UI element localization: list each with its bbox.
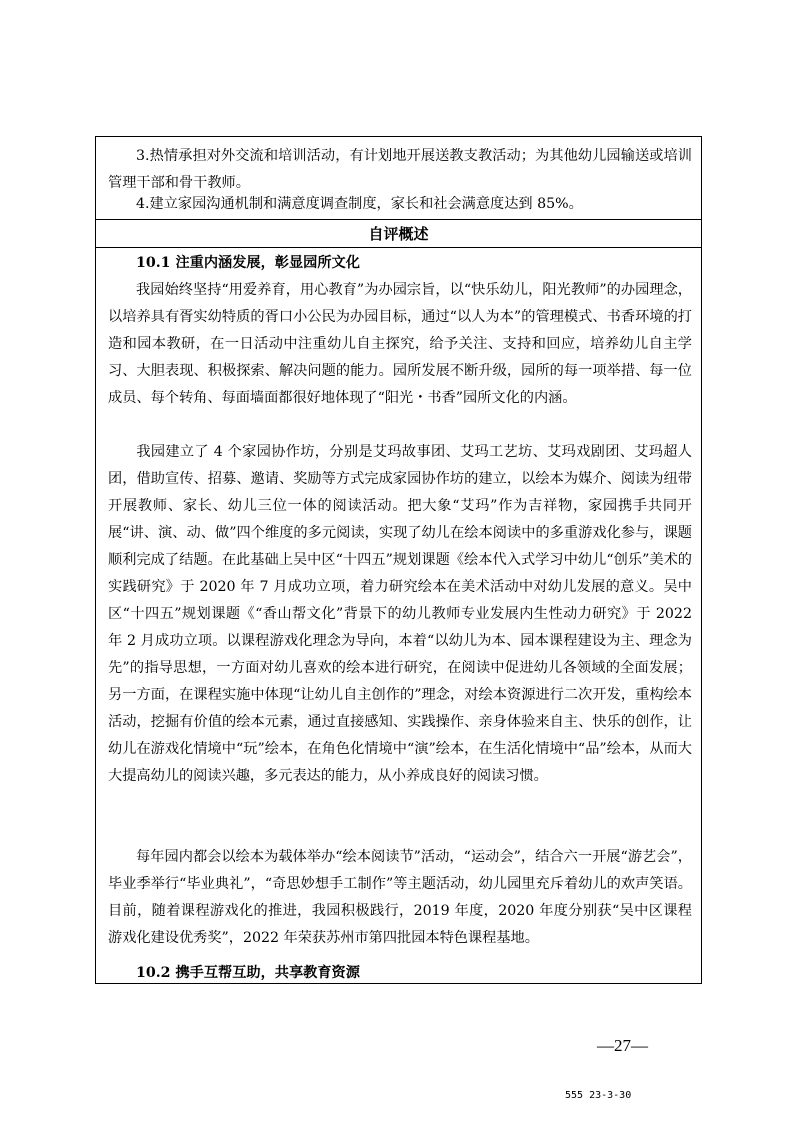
item-4-text: 4.建立家园沟通机制和满意度调查制度，家长和社会满意度达到 85%。 — [136, 196, 583, 212]
section-10-1-heading-text: 10.1 注重内涵发展，彰显园所文化 — [136, 255, 360, 271]
item-3-text: 3.热情承担对外交流和培训活动，有计划地开展送教支教活动；为其他幼儿园输送或培训管理干部和骨干教师。 — [108, 148, 692, 191]
paragraph-2-text: 我园建立了 4 个家园协作坊，分别是艾玛故事团、艾玛工艺坊、艾玛戏剧团、艾玛超人团，借助宣传、招募、邀请、奖励等方式完成家园协作坊的建立，以绘本为媒介、阅读为纽带开展教师、家长、幼儿三位一体的阅读活动。把大象“艾玛”作为吉祥物，家园携手共同开展“讲、演、动、做”四个维度的多元阅读，实现了幼儿在绘本阅读中的多重游戏化参与，课题顺利完成了结题。在此基础上吴中区“十四五”规划课题《绘本代入式学习中幼儿“创乐”美术的实践研究》于 2020 年 7 月成功立项，着力研究绘本在美术活动中对幼儿发展的意义。吴中区“十四五”规划课题《“香山帮文化”背景下的幼儿教师专业发展内生性动力研究》于 2022 年 2 月成功立项。以课程游戏化理念为导向，本着“以幼儿为本、园本课程建设为主、理念为先”的指导思想，一方面对幼儿喜欢的绘本进行研究，在阅读中促进幼儿各领域的全面发展；另一方面，在课程实施中体现“让幼儿自主创作的”理念，对绘本资源进行二次开发，重构绘本活动，挖掘有价值的绘本元素，通过直接感知、实践操作、亲身体验来自主、快乐的创作，让幼儿在游戏化情境中“玩”绘本，在角色化情境中“演”绘本，在生活化情境中“品”绘本，从而大大提高幼儿的阅读兴趣，多元表达的能力，从小养成良好的阅读习惯。 — [108, 444, 692, 784]
table-header-self-evaluation — [96, 220, 701, 248]
content-table — [95, 136, 702, 984]
section-10-1-paragraph-3 — [108, 844, 692, 952]
paragraph-item-4 — [108, 191, 692, 218]
section-10-2-heading — [108, 960, 692, 987]
table-header-label: 自评概述 — [368, 225, 429, 243]
previous-section-cell — [96, 137, 701, 220]
section-10-1-heading — [108, 250, 692, 277]
section-10-2-heading-text: 10.2 携手互帮互助，共享教育资源 — [136, 965, 360, 981]
page-number: —27— — [597, 1036, 648, 1055]
section-10-1-paragraph-1 — [108, 277, 692, 412]
paragraph-1-text: 我园始终坚持“用爱养育，用心教育”为办园宗旨，以“快乐幼儿，阳光教师”的办园理念，以培养具有胥实幼特质的胥口小公民为办园目标，通过“以人为本”的管理模式、书香环境的打造和园本教研，在一日活动中注重幼儿自主探究，给予关注、支持和回应，培养幼儿自主学习、大胆表现、积极探索、解决问题的能力。园所发展不断升级，园所的每一项举措、每一位成员、每个转角、每面墙面都很好地体现了“阳光・书香”园所文化的内涵。 — [108, 282, 692, 406]
print-stamp: 555 23-3-30 — [565, 1090, 632, 1101]
section-10-1-paragraph-2 — [108, 439, 692, 790]
paragraph-item-3 — [108, 143, 692, 197]
paragraph-3-text: 每年园内都会以绘本为载体举办“绘本阅读节”活动，“运动会”，结合六一开展“游艺会”，毕业季举行“毕业典礼”，“奇思妙想手工制作”等主题活动，幼儿园里充斥着幼儿的欢声笑语。目前，随着课程游戏化的推进，我园积极践行，2019 年度，2020 年度分别获“吴中区课程游戏化建设优秀奖”，2022 年荣获苏州市第四批园本特色课程基地。 — [108, 849, 692, 946]
